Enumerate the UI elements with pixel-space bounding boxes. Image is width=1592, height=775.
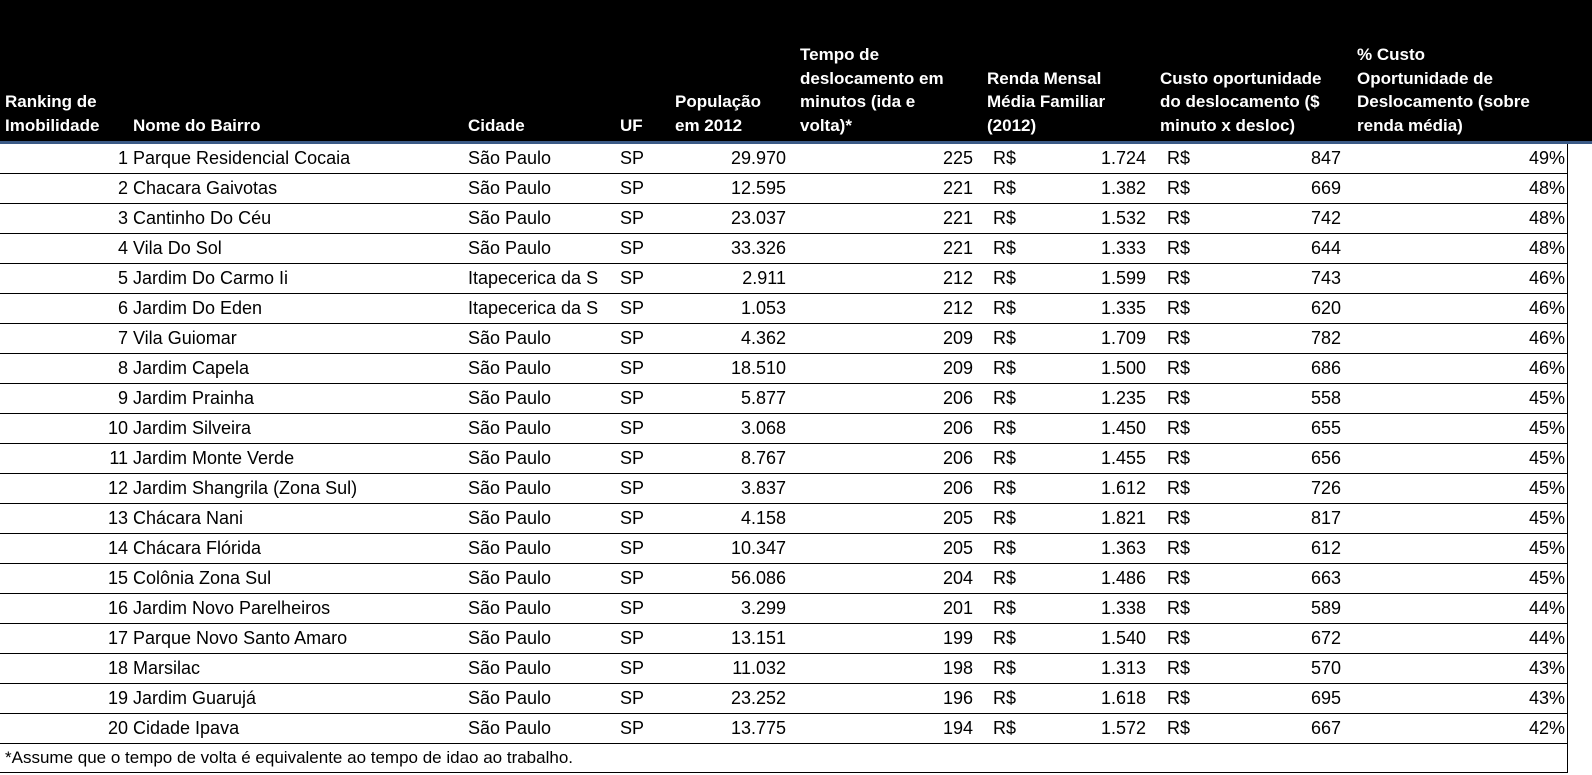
cell-renda[interactable]: 1.821 (1100, 508, 1146, 528)
table-row (0, 354, 1567, 384)
cell-custo[interactable]: 686 (1310, 358, 1341, 378)
cell-rank[interactable]: 19 (107, 688, 128, 708)
cell-renda[interactable]: 1.612 (1100, 478, 1146, 498)
cell-renda[interactable]: 1.363 (1100, 538, 1146, 558)
cell-tempo[interactable]: 225 (942, 148, 973, 168)
cell-pct[interactable]: 44% (1528, 628, 1565, 648)
cell-rank[interactable]: 9 (117, 388, 128, 408)
cell-rank[interactable]: 5 (117, 268, 128, 288)
cell-rank[interactable]: 16 (107, 598, 128, 618)
cell-renda[interactable]: 1.333 (1100, 238, 1146, 258)
cell-custo[interactable]: 612 (1310, 538, 1341, 558)
cell-bairro[interactable]: Cantinho Do Céu (133, 208, 272, 228)
cell-bairro[interactable]: Cidade Ipava (133, 718, 240, 738)
table-row (0, 624, 1567, 654)
cell-tempo[interactable]: 209 (942, 328, 973, 348)
cell-custo-currency[interactable]: R$ (1167, 238, 1191, 258)
cell-custo-currency[interactable]: R$ (1167, 598, 1191, 618)
cell-pct[interactable]: 42% (1528, 718, 1565, 738)
cell-cidade[interactable]: São Paulo (468, 538, 552, 558)
cell-pct[interactable]: 46% (1528, 268, 1565, 288)
cell-pct[interactable]: 48% (1528, 178, 1565, 198)
cell-custo[interactable]: 655 (1310, 418, 1341, 438)
cell-bairro[interactable]: Marsilac (133, 658, 201, 678)
cell-custo[interactable]: 589 (1310, 598, 1341, 618)
cell-bairro[interactable]: Jardim Silveira (133, 418, 252, 438)
cell-uf[interactable]: SP (620, 208, 645, 228)
cell-cidade[interactable]: São Paulo (468, 628, 552, 648)
cell-cidade[interactable]: Itapecerica da S (468, 268, 599, 288)
cell-cidade[interactable]: São Paulo (468, 718, 552, 738)
cell-cidade[interactable]: São Paulo (468, 148, 552, 168)
cell-custo-currency[interactable]: R$ (1167, 478, 1191, 498)
table-row (0, 384, 1567, 414)
cell-renda[interactable]: 1.618 (1100, 688, 1146, 708)
cell-custo-currency[interactable]: R$ (1167, 508, 1191, 528)
cell-tempo[interactable]: 209 (942, 358, 973, 378)
cell-custo[interactable]: 667 (1310, 718, 1341, 738)
footnote: *Assume que o tempo de volta é equivalente ao tempo de idao ao trabalho. (0, 744, 1567, 773)
cell-pct[interactable]: 48% (1528, 208, 1565, 228)
cell-rank[interactable]: 11 (109, 448, 128, 468)
cell-custo-currency[interactable]: R$ (1167, 328, 1191, 348)
cell-tempo[interactable]: 221 (942, 238, 973, 258)
table-row (0, 264, 1567, 294)
cell-populacao[interactable]: 1.053 (740, 298, 786, 318)
header-custo: Custo oportunidade do deslocamento ($ minuto x desloc) (1160, 68, 1322, 135)
cell-bairro[interactable]: Parque Residencial Cocaia (133, 148, 351, 168)
cell-cidade[interactable]: São Paulo (468, 328, 552, 348)
cell-bairro[interactable]: Jardim Novo Parelheiros (133, 598, 331, 618)
cell-cidade[interactable]: São Paulo (468, 208, 552, 228)
cell-rank[interactable]: 18 (107, 658, 128, 678)
cell-populacao[interactable]: 13.151 (730, 628, 786, 648)
cell-renda[interactable]: 1.540 (1100, 628, 1146, 648)
cell-custo[interactable]: 656 (1310, 448, 1341, 468)
cell-renda[interactable]: 1.709 (1100, 328, 1146, 348)
cell-populacao[interactable]: 3.299 (740, 598, 786, 618)
cell-tempo[interactable]: 205 (942, 508, 973, 528)
cell-populacao[interactable]: 3.068 (740, 418, 786, 438)
cell-populacao[interactable]: 10.347 (730, 538, 786, 558)
cell-cidade[interactable]: São Paulo (468, 598, 552, 618)
cell-rank[interactable]: 2 (117, 178, 128, 198)
table-row (0, 714, 1567, 744)
header-pct: % Custo Oportunidade de Deslocamento (sobre renda média) (1357, 45, 1530, 135)
cell-renda-currency[interactable]: R$ (993, 148, 1017, 168)
cell-cidade[interactable]: São Paulo (468, 388, 552, 408)
cell-tempo[interactable]: 205 (942, 538, 973, 558)
cell-renda[interactable]: 1.450 (1100, 418, 1146, 438)
cell-renda-currency[interactable]: R$ (993, 418, 1017, 438)
cell-pct[interactable]: 45% (1528, 418, 1565, 438)
cell-custo-currency[interactable]: R$ (1167, 448, 1191, 468)
cell-bairro[interactable]: Jardim Prainha (133, 388, 255, 408)
cell-cidade[interactable]: São Paulo (468, 418, 552, 438)
cell-uf[interactable]: SP (620, 598, 645, 618)
cell-cidade[interactable]: Itapecerica da S (468, 298, 599, 318)
cell-cidade[interactable]: São Paulo (468, 508, 552, 528)
cell-renda-currency[interactable]: R$ (993, 688, 1017, 708)
header-tempo: Tempo de deslocamento em minutos (ida e volta)* (800, 45, 944, 135)
cell-rank[interactable]: 4 (117, 238, 128, 258)
table-row (0, 444, 1567, 474)
table-row (0, 474, 1567, 504)
header-renda: Renda Mensal Média Familiar (2012) (987, 68, 1106, 135)
cell-uf[interactable]: SP (620, 388, 645, 408)
cell-renda[interactable]: 1.572 (1100, 718, 1146, 738)
cell-cidade[interactable]: São Paulo (468, 568, 552, 588)
cell-uf[interactable]: SP (620, 238, 645, 258)
cell-pct[interactable]: 46% (1528, 298, 1565, 318)
cell-tempo[interactable]: 206 (942, 418, 973, 438)
header-populacao: População em 2012 (675, 92, 761, 135)
table-header (0, 0, 1592, 144)
cell-renda-currency[interactable]: R$ (993, 208, 1017, 228)
cell-tempo[interactable]: 201 (942, 598, 973, 618)
cell-pct[interactable]: 46% (1528, 328, 1565, 348)
cell-populacao[interactable]: 23.252 (730, 688, 786, 708)
cell-populacao[interactable]: 13.775 (730, 718, 786, 738)
cell-renda-currency[interactable]: R$ (993, 298, 1017, 318)
cell-renda-currency[interactable]: R$ (993, 178, 1017, 198)
cell-populacao[interactable]: 33.326 (730, 238, 786, 258)
cell-uf[interactable]: SP (620, 718, 645, 738)
cell-cidade[interactable]: São Paulo (468, 178, 552, 198)
cell-renda[interactable]: 1.599 (1100, 268, 1146, 288)
table-row (0, 414, 1567, 444)
cell-custo-currency[interactable]: R$ (1167, 688, 1191, 708)
cell-custo[interactable]: 695 (1310, 688, 1341, 708)
table-body (0, 144, 1568, 773)
cell-uf[interactable]: SP (620, 328, 645, 348)
table-row (0, 654, 1567, 684)
cell-bairro[interactable]: Jardim Monte Verde (133, 448, 295, 468)
cell-custo-currency[interactable]: R$ (1167, 268, 1191, 288)
header-bairro: Nome do Bairro (133, 115, 261, 135)
cell-cidade[interactable]: São Paulo (468, 448, 552, 468)
cell-rank[interactable]: 1 (117, 148, 128, 168)
cell-cidade[interactable]: São Paulo (468, 688, 552, 708)
cell-pct[interactable]: 49% (1528, 148, 1565, 168)
cell-tempo[interactable]: 194 (942, 718, 973, 738)
cell-custo-currency[interactable]: R$ (1167, 148, 1191, 168)
cell-renda-currency[interactable]: R$ (993, 328, 1017, 348)
cell-custo-currency[interactable]: R$ (1167, 388, 1191, 408)
cell-tempo[interactable]: 212 (942, 298, 973, 318)
cell-renda[interactable]: 1.724 (1100, 148, 1146, 168)
cell-renda-currency[interactable]: R$ (993, 358, 1017, 378)
cell-rank[interactable]: 14 (107, 538, 128, 558)
cell-uf[interactable]: SP (620, 568, 645, 588)
table-row (0, 294, 1567, 324)
cell-bairro[interactable]: Jardim Guarujá (133, 688, 257, 708)
cell-rank[interactable]: 6 (117, 298, 128, 318)
cell-bairro[interactable]: Colônia Zona Sul (133, 568, 272, 588)
cell-pct[interactable]: 45% (1528, 388, 1565, 408)
cell-cidade[interactable]: São Paulo (468, 478, 552, 498)
cell-renda[interactable]: 1.338 (1100, 598, 1146, 618)
cell-rank[interactable]: 8 (117, 358, 128, 378)
cell-pct[interactable]: 43% (1528, 658, 1565, 678)
cell-cidade[interactable]: São Paulo (468, 238, 552, 258)
table-row (0, 204, 1567, 234)
cell-uf[interactable]: SP (620, 478, 645, 498)
cell-uf[interactable]: SP (620, 148, 645, 168)
cell-renda-currency[interactable]: R$ (993, 268, 1017, 288)
cell-custo[interactable]: 620 (1310, 298, 1341, 318)
cell-uf[interactable]: SP (620, 538, 645, 558)
cell-tempo[interactable]: 206 (942, 478, 973, 498)
cell-renda[interactable]: 1.500 (1100, 358, 1146, 378)
cell-custo[interactable]: 663 (1310, 568, 1341, 588)
cell-pct[interactable]: 43% (1528, 688, 1565, 708)
cell-custo[interactable]: 672 (1310, 628, 1341, 648)
cell-tempo[interactable]: 204 (942, 568, 973, 588)
cell-populacao[interactable]: 56.086 (730, 568, 786, 588)
cell-cidade[interactable]: São Paulo (468, 358, 552, 378)
cell-pct[interactable]: 44% (1528, 598, 1565, 618)
cell-populacao[interactable]: 3.837 (740, 478, 786, 498)
cell-uf[interactable]: SP (620, 358, 645, 378)
table-row (0, 594, 1567, 624)
cell-populacao[interactable]: 4.362 (740, 328, 786, 348)
header-cidade: Cidade (468, 115, 525, 135)
cell-rank[interactable]: 15 (107, 568, 128, 588)
cell-rank[interactable]: 17 (107, 628, 128, 648)
cell-renda-currency[interactable]: R$ (993, 598, 1017, 618)
cell-tempo[interactable]: 221 (942, 178, 973, 198)
cell-custo[interactable]: 669 (1310, 178, 1341, 198)
cell-populacao[interactable]: 2.911 (742, 268, 786, 288)
cell-pct[interactable]: 48% (1528, 238, 1565, 258)
cell-pct[interactable]: 45% (1528, 478, 1565, 498)
cell-custo-currency[interactable]: R$ (1167, 178, 1191, 198)
cell-custo-currency[interactable]: R$ (1167, 628, 1191, 648)
cell-tempo[interactable]: 206 (942, 388, 973, 408)
table-row (0, 504, 1567, 534)
cell-renda-currency[interactable]: R$ (993, 538, 1017, 558)
cell-pct[interactable]: 45% (1528, 568, 1565, 588)
cell-pct[interactable]: 45% (1528, 508, 1565, 528)
cell-custo[interactable]: 743 (1310, 268, 1341, 288)
cell-custo-currency[interactable]: R$ (1167, 658, 1191, 678)
cell-rank[interactable]: 12 (107, 478, 128, 498)
cell-tempo[interactable]: 221 (942, 208, 973, 228)
cell-bairro[interactable]: Jardim Shangrila (Zona Sul) (133, 478, 358, 498)
cell-renda-currency[interactable]: R$ (993, 628, 1017, 648)
cell-uf[interactable]: SP (620, 448, 645, 468)
cell-uf[interactable]: SP (620, 658, 645, 678)
cell-custo-currency[interactable]: R$ (1167, 208, 1191, 228)
cell-renda[interactable]: 1.313 (1100, 658, 1146, 678)
table-row (0, 234, 1567, 264)
cell-bairro[interactable]: Chácara Flórida (133, 538, 262, 558)
cell-renda-currency[interactable]: R$ (993, 478, 1017, 498)
cell-populacao[interactable]: 4.158 (740, 508, 786, 528)
header-uf: UF (620, 115, 643, 135)
cell-custo-currency[interactable]: R$ (1167, 718, 1191, 738)
cell-tempo[interactable]: 206 (942, 448, 973, 468)
cell-renda-currency[interactable]: R$ (993, 238, 1017, 258)
cell-custo-currency[interactable]: R$ (1167, 298, 1191, 318)
cell-tempo[interactable]: 212 (942, 268, 973, 288)
cell-uf[interactable]: SP (620, 628, 645, 648)
table-row (0, 684, 1567, 714)
cell-bairro[interactable]: Chácara Nani (133, 508, 244, 528)
cell-renda-currency[interactable]: R$ (993, 448, 1017, 468)
cell-uf[interactable]: SP (620, 268, 645, 288)
cell-custo[interactable]: 726 (1310, 478, 1341, 498)
cell-renda-currency[interactable]: R$ (993, 508, 1017, 528)
cell-custo-currency[interactable]: R$ (1167, 418, 1191, 438)
cell-renda[interactable]: 1.532 (1100, 208, 1146, 228)
cell-tempo[interactable]: 198 (942, 658, 973, 678)
cell-custo-currency[interactable]: R$ (1167, 538, 1191, 558)
cell-renda[interactable]: 1.235 (1100, 388, 1146, 408)
cell-uf[interactable]: SP (620, 688, 645, 708)
cell-custo[interactable]: 570 (1310, 658, 1341, 678)
cell-populacao[interactable]: 11.032 (732, 658, 786, 678)
cell-renda[interactable]: 1.455 (1100, 448, 1146, 468)
cell-uf[interactable]: SP (620, 508, 645, 528)
cell-populacao[interactable]: 5.877 (740, 388, 786, 408)
cell-bairro[interactable]: Vila Guiomar (133, 328, 237, 348)
cell-populacao[interactable]: 23.037 (730, 208, 786, 228)
table-row (0, 174, 1567, 204)
table-row (0, 564, 1567, 594)
cell-custo[interactable]: 817 (1310, 508, 1341, 528)
cell-populacao[interactable]: 18.510 (730, 358, 786, 378)
cell-bairro[interactable]: Vila Do Sol (133, 238, 222, 258)
cell-custo[interactable]: 742 (1310, 208, 1341, 228)
cell-renda-currency[interactable]: R$ (993, 658, 1017, 678)
cell-uf[interactable]: SP (620, 298, 645, 318)
cell-tempo[interactable]: 196 (942, 688, 973, 708)
cell-cidade[interactable]: São Paulo (468, 658, 552, 678)
table-row (0, 534, 1567, 564)
cell-renda[interactable]: 1.382 (1100, 178, 1146, 198)
cell-bairro[interactable]: Parque Novo Santo Amaro (133, 628, 348, 648)
cell-uf[interactable]: SP (620, 178, 645, 198)
cell-rank[interactable]: 10 (107, 418, 128, 438)
table-row (0, 324, 1567, 354)
header-ranking: Ranking de Imobilidade (5, 92, 100, 135)
cell-bairro[interactable]: Chacara Gaivotas (133, 178, 278, 198)
cell-rank[interactable]: 13 (107, 508, 128, 528)
cell-pct[interactable]: 45% (1528, 538, 1565, 558)
cell-renda[interactable]: 1.335 (1100, 298, 1146, 318)
cell-bairro[interactable]: Jardim Do Carmo Ii (133, 268, 289, 288)
cell-custo-currency[interactable]: R$ (1167, 568, 1191, 588)
cell-custo[interactable]: 782 (1310, 328, 1341, 348)
cell-rank[interactable]: 7 (117, 328, 128, 348)
table-row (0, 144, 1567, 174)
cell-renda-currency[interactable]: R$ (993, 568, 1017, 588)
cell-pct[interactable]: 46% (1528, 358, 1565, 378)
cell-rank[interactable]: 3 (117, 208, 128, 228)
cell-pct[interactable]: 45% (1528, 448, 1565, 468)
cell-custo-currency[interactable]: R$ (1167, 358, 1191, 378)
cell-populacao[interactable]: 12.595 (730, 178, 786, 198)
cell-renda-currency[interactable]: R$ (993, 718, 1017, 738)
cell-populacao[interactable]: 29.970 (730, 148, 786, 168)
cell-custo[interactable]: 847 (1310, 148, 1341, 168)
cell-rank[interactable]: 20 (107, 718, 128, 738)
cell-bairro[interactable]: Jardim Do Eden (133, 298, 263, 318)
cell-custo[interactable]: 644 (1310, 238, 1341, 258)
cell-tempo[interactable]: 199 (942, 628, 973, 648)
cell-uf[interactable]: SP (620, 418, 645, 438)
cell-populacao[interactable]: 8.767 (740, 448, 786, 468)
cell-custo[interactable]: 558 (1310, 388, 1341, 408)
cell-bairro[interactable]: Jardim Capela (133, 358, 250, 378)
cell-renda[interactable]: 1.486 (1100, 568, 1146, 588)
cell-renda-currency[interactable]: R$ (993, 388, 1017, 408)
